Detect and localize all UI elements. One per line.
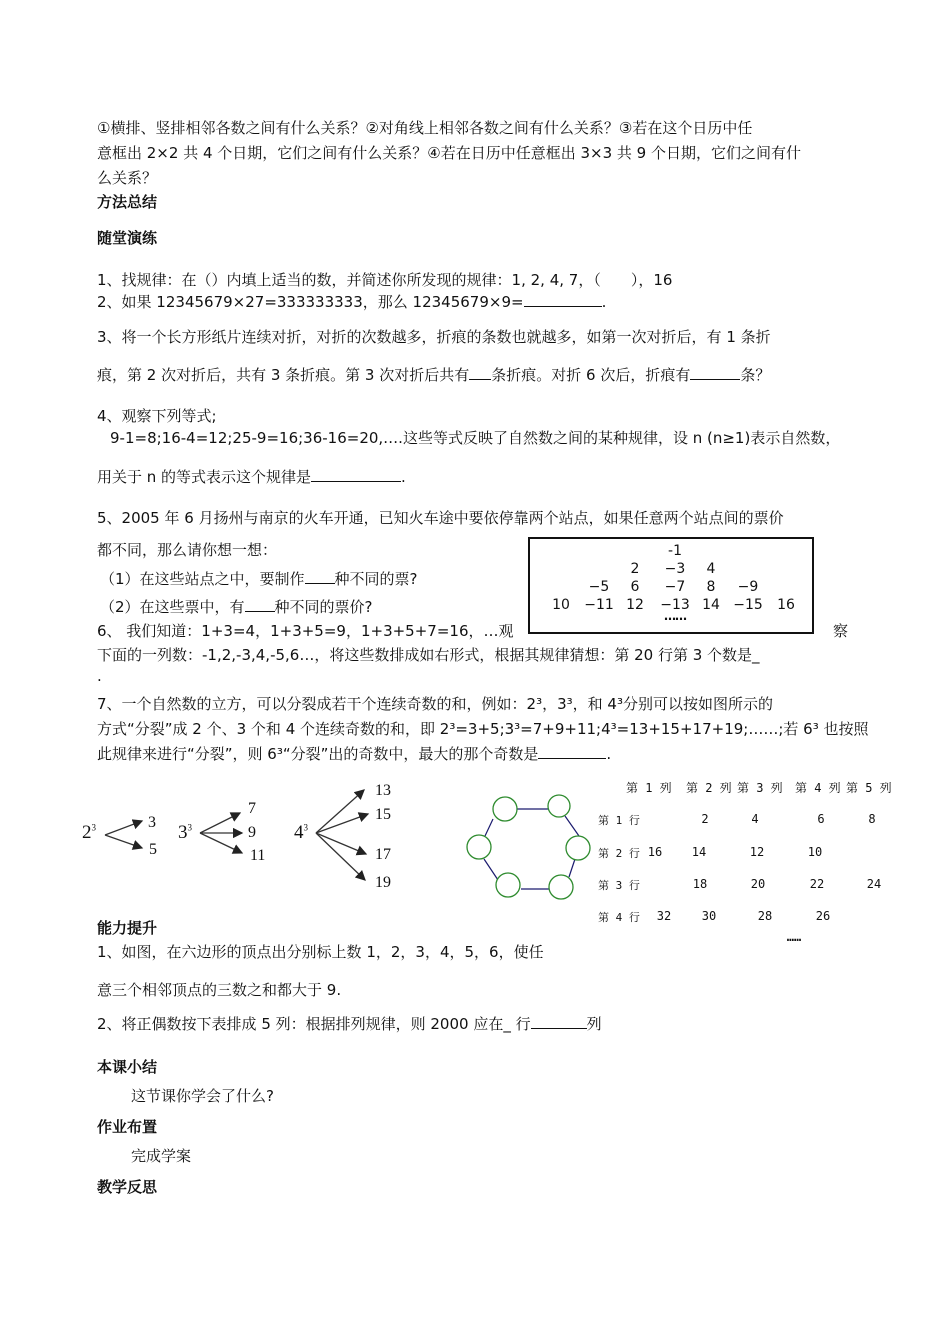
row-header: 第 4 行 xyxy=(598,911,640,924)
answer-blank[interactable] xyxy=(690,365,740,380)
table-cell: 4 xyxy=(751,812,759,826)
row-header: 第 1 行 xyxy=(598,814,640,827)
intro-line-2: 意框出 2×2 共 4 个日期，它们之间有什么关系？④若在日历中任意框出 3×3 共 9 个日期，它们之间有什 xyxy=(97,144,801,162)
split-result: 9 xyxy=(248,824,256,841)
practice-q5-line-2: 都不同，那么请你想一想： xyxy=(97,541,278,559)
heading-practice: 随堂演练 xyxy=(97,229,158,247)
table-cell: 18 xyxy=(692,877,708,891)
heading-homework: 作业布置 xyxy=(97,1118,158,1136)
pyramid-cell: 16 xyxy=(777,597,795,613)
pyramid-cell: -1 xyxy=(668,543,682,559)
intro-line-1: ①横排、竖排相邻各数之间有什么关系？②对角线上相邻各数之间有什么关系？③若在这个日历中任 xyxy=(97,119,753,137)
table-cell: 24 xyxy=(866,877,882,891)
exponent: 3 xyxy=(187,822,192,833)
practice-q7-line-1: 7、一个自然数的立方，可以分裂成若干个连续奇数的和，例如：2³，3³，和 4³分别可以按如图所示的 xyxy=(97,695,773,713)
vertex-circle xyxy=(493,797,517,821)
practice-q5-sub-1 xyxy=(100,569,418,589)
split-result: 11 xyxy=(250,847,266,864)
practice-q5-sub-2 xyxy=(100,597,373,617)
table-ellipsis: …… xyxy=(786,930,802,944)
exponent: 3 xyxy=(91,822,96,833)
split-result: 19 xyxy=(375,874,391,891)
even-number-table xyxy=(590,770,900,950)
pyramid-cell: 4 xyxy=(706,561,716,577)
table-cell: 14 xyxy=(691,845,707,859)
lesson-summary-text: 这节课你学会了什么? xyxy=(131,1087,274,1105)
col-header: 第 3 列 xyxy=(737,781,783,795)
heading-ability: 能力提升 xyxy=(97,919,158,937)
exponent: 3 xyxy=(303,822,308,833)
cube-base-3 xyxy=(178,822,192,844)
pyramid-cell: −5 xyxy=(588,579,610,595)
vertex-circle xyxy=(549,875,573,899)
split-result: 17 xyxy=(375,846,391,863)
table-cell: 30 xyxy=(701,909,717,923)
col-header: 第 5 列 xyxy=(846,781,892,795)
split-result: 5 xyxy=(149,841,157,858)
table-cell: 22 xyxy=(809,877,825,891)
cube-base-4 xyxy=(294,822,308,844)
practice-q5-sub1-end: 种不同的票? xyxy=(334,570,418,588)
homework-text: 完成学案 xyxy=(131,1147,192,1165)
practice-q6-line-1-end: 察 xyxy=(833,622,849,640)
practice-q3-text-a: 痕，第 2 次对折后，共有 3 条折痕。第 3 次对折后共有 xyxy=(97,366,470,384)
base: 3 xyxy=(178,822,188,843)
col-header: 第 1 列 xyxy=(626,781,672,795)
pyramid-cell: 8 xyxy=(706,579,716,595)
practice-q3-line-2 xyxy=(97,365,770,385)
answer-blank[interactable] xyxy=(311,467,401,482)
split-result: 13 xyxy=(375,782,391,799)
ability-q2-text: 2、将正偶数按下表排成 5 列：根据排列规律，则 2000 应在_ 行 xyxy=(97,1015,531,1033)
table-cell: 12 xyxy=(749,845,765,859)
vertex-circle xyxy=(548,795,570,817)
practice-q4-text: 用关于 n 的等式表示这个规律是 xyxy=(97,468,312,486)
practice-q2-end: . xyxy=(601,293,607,311)
table-cell: 16 xyxy=(647,845,663,859)
answer-blank[interactable] xyxy=(305,569,335,584)
table-cell: 8 xyxy=(868,812,876,826)
answer-blank[interactable] xyxy=(538,744,606,759)
intro-line-3: 么关系？ xyxy=(97,169,158,187)
split-result: 15 xyxy=(375,806,391,823)
pyramid-ellipsis: …… xyxy=(664,609,686,623)
practice-q6-line-3: . xyxy=(97,667,102,685)
heading-lesson-summary: 本课小结 xyxy=(97,1058,158,1076)
cube-base-2 xyxy=(82,822,96,844)
pyramid-cell: −13 xyxy=(660,597,690,613)
pyramid-cell: 6 xyxy=(630,579,640,595)
pyramid-cell: 12 xyxy=(626,597,644,613)
pyramid-cell: −15 xyxy=(733,597,763,613)
split-arrows-icon xyxy=(70,770,470,910)
vertex-circle xyxy=(566,836,590,860)
ability-q1-line-1: 1、如图，在六边形的顶点出分别标上数 1，2，3，4，5，6，使任 xyxy=(97,943,544,961)
col-header: 第 2 列 xyxy=(686,781,732,795)
ability-q2-end: 列 xyxy=(586,1015,602,1033)
practice-q3-text-c: 条？ xyxy=(740,366,771,384)
base: 2 xyxy=(82,822,92,843)
pyramid-cell: −9 xyxy=(737,579,759,595)
practice-q5-sub2-end: 种不同的票价? xyxy=(274,598,373,616)
practice-q5-sub1-text: （1）在这些站点之中，要制作 xyxy=(100,570,305,588)
practice-q4-line-3 xyxy=(97,467,406,487)
pyramid-cell: −7 xyxy=(664,579,686,595)
number-pyramid-box xyxy=(528,537,814,634)
answer-blank[interactable] xyxy=(524,292,602,307)
pyramid-cell: 2 xyxy=(630,561,640,577)
table-cell: 32 xyxy=(656,909,672,923)
ability-q1-line-2: 意三个相邻顶点的三数之和都大于 9. xyxy=(97,981,342,999)
heading-method-summary: 方法总结 xyxy=(97,193,158,211)
practice-q3-line-1: 3、将一个长方形纸片连续对折，对折的次数越多，折痕的条数也就越多，如第一次对折后，有 1 条折 xyxy=(97,328,771,346)
table-cell: 26 xyxy=(815,909,831,923)
table-cell: 20 xyxy=(750,877,766,891)
answer-blank[interactable] xyxy=(469,365,491,380)
table-cell: 10 xyxy=(807,845,823,859)
practice-q4-end: . xyxy=(401,468,406,486)
answer-blank[interactable] xyxy=(531,1014,587,1029)
answer-blank[interactable] xyxy=(245,597,275,612)
pyramid-cell: −3 xyxy=(664,561,686,577)
pyramid-cell: 10 xyxy=(552,597,570,613)
split-result: 7 xyxy=(248,800,256,817)
base: 4 xyxy=(294,822,304,843)
ability-q2 xyxy=(97,1014,602,1034)
heading-reflection: 教学反思 xyxy=(97,1178,158,1196)
row-header: 第 2 行 xyxy=(598,847,640,860)
table-cell: 2 xyxy=(701,812,709,826)
vertex-circle xyxy=(467,835,491,859)
practice-q7-end: . xyxy=(606,745,612,763)
pyramid-cell: 14 xyxy=(702,597,720,613)
col-header: 第 4 列 xyxy=(795,781,841,795)
practice-q4-line-2: 9-1=8;16-4=12;25-9=16;36-16=20,….这些等式反映了自然数之间的某种规律，设 n (n≥1)表示自然数， xyxy=(110,429,841,447)
practice-q6-line-2: 下面的一列数：-1,2,-3,4,-5,6…，将这些数排成如右形式，根据其规律猜想：第 20 行第 3 个数是_ xyxy=(97,646,760,664)
practice-q3-text-b: 条折痕。对折 6 次后，折痕有 xyxy=(491,366,691,384)
row-header: 第 3 行 xyxy=(598,879,640,892)
split-result: 3 xyxy=(148,814,156,831)
cube-split-diagram xyxy=(70,770,470,910)
pyramid-cell: −11 xyxy=(584,597,614,613)
practice-q5-line-1: 5、2005 年 6 月扬州与南京的火车开通，已知火车途中要依停靠两个站点，如果任意两个站点间的票价 xyxy=(97,509,784,527)
practice-q6-line-1: 6、 我们知道：1+3=4，1+3+5=9，1+3+5+7=16，…观 xyxy=(97,622,514,640)
vertex-circle xyxy=(496,873,520,897)
practice-q7-line-3 xyxy=(97,744,611,764)
practice-q2 xyxy=(97,292,606,312)
table-cell: 6 xyxy=(817,812,825,826)
practice-q4-line-1: 4、观察下列等式; xyxy=(97,407,217,425)
practice-q1: 1、找规律：在（）内填上适当的数，并简述你所发现的规律：1, 2, 4, 7，（ ），16 xyxy=(97,271,673,289)
practice-q2-text: 2、如果 12345679×27=333333333，那么 12345679×9= xyxy=(97,293,524,311)
practice-q7-text: 此规律来进行“分裂”，则 6³“分裂”出的奇数中，最大的那个奇数是 xyxy=(97,745,539,763)
practice-q5-sub2-text: （2）在这些票中，有 xyxy=(100,598,245,616)
practice-q7-line-2: 方式“分裂”成 2 个、3 个和 4 个连续奇数的和，即 2³=3+5;3³=7+9+11;4³=13+15+17+19;……;若 6³ 也按照 xyxy=(97,720,869,738)
table-cell: 28 xyxy=(757,909,773,923)
